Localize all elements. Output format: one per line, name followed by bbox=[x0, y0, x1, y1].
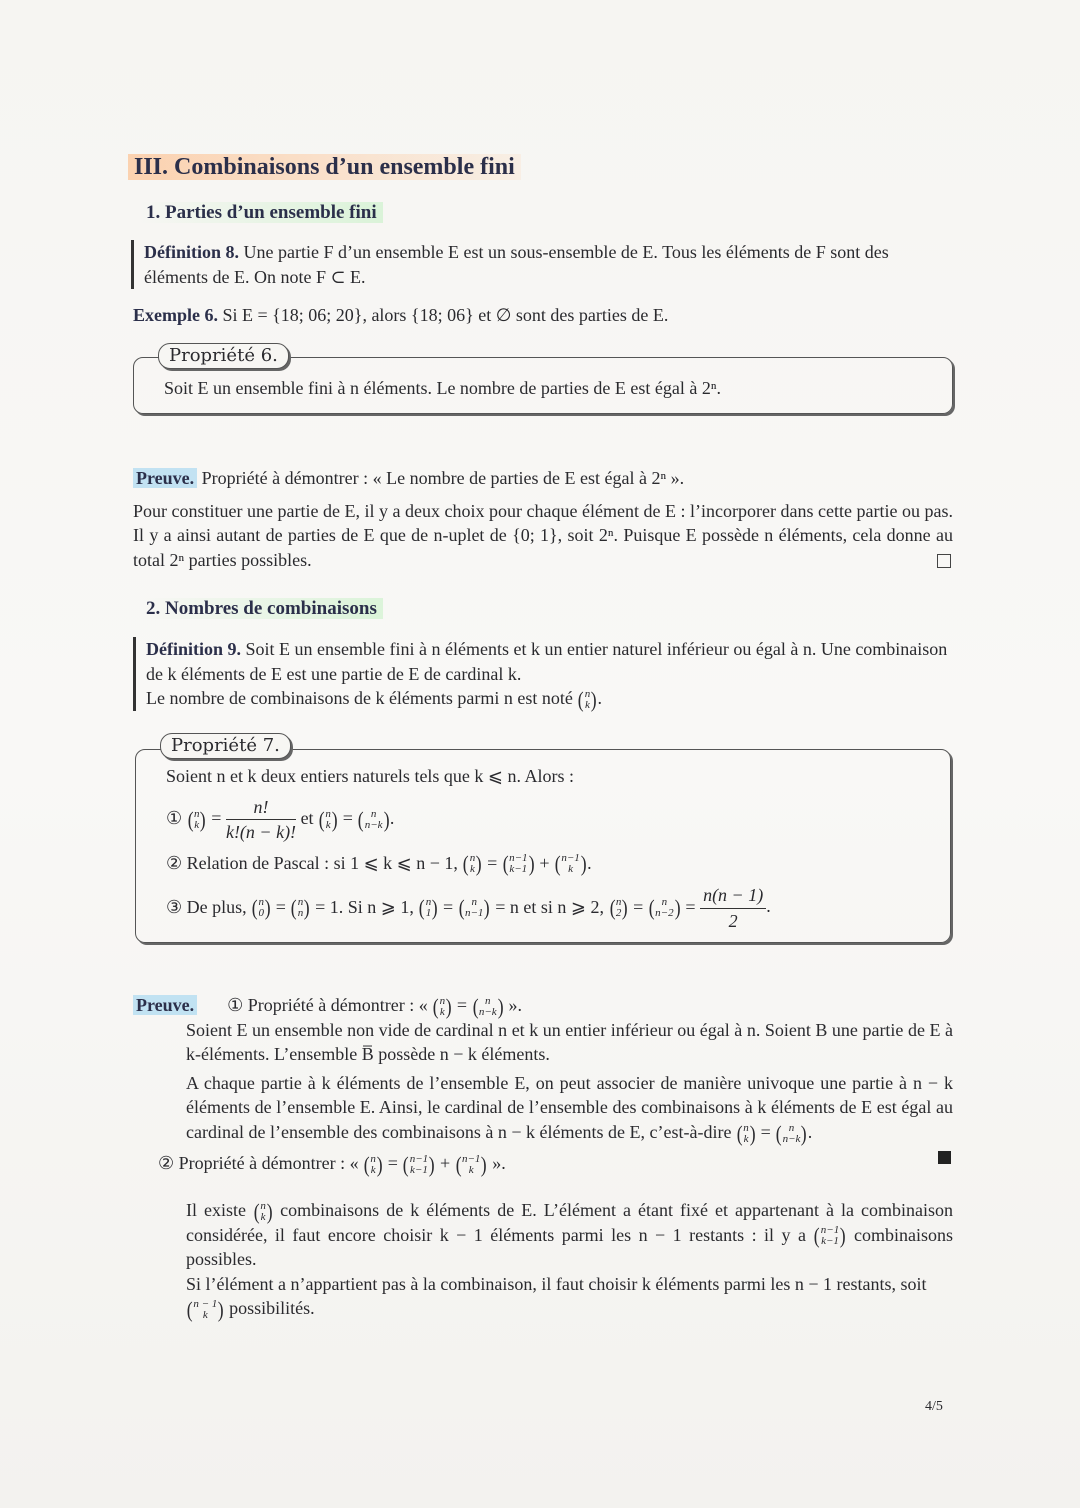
qed-filled-icon bbox=[938, 1146, 951, 1171]
property-7-item-1: ① ( n k ) = $\frac{n!}{k!(n - k)!}$ et ( n k ) = ( n n−k ) . bbox=[166, 796, 395, 842]
binomial-coefficient: ( n 0 ) bbox=[251, 895, 271, 921]
binomial-coefficient: ( n k ) bbox=[463, 851, 482, 877]
binomial-coefficient: ( n k ) bbox=[578, 686, 597, 712]
binomial-coefficient: ( n n ) bbox=[291, 895, 310, 921]
binomial-coefficient: ( n n−k ) bbox=[358, 806, 390, 832]
binomial-coefficient: ( n−1 k−1 ) bbox=[403, 1151, 435, 1177]
binomial-coefficient: ( n − 1 k ) bbox=[186, 1297, 224, 1323]
example-6: Exemple 6. Si E = {18; 06; 20}, alors {18; 06} et ∅ sont des parties de E. bbox=[133, 305, 669, 325]
property-6-tag: Propriété 6. bbox=[158, 343, 289, 369]
property-7-item-3: ③ De plus, ( n 0 ) = ( n n ) = 1. Si n ⩾ 1, ( n 1 ) = ( n n−1 ) = n et si n ⩾ 2, ( n 2 ) = ( n n−2 ) = $\frac{n(n - 1)}{2}$ . bbox=[166, 885, 771, 931]
qed-empty-icon bbox=[937, 550, 951, 575]
page-number: 4/5 bbox=[925, 1399, 943, 1414]
binomial-coefficient: ( n n−k ) bbox=[472, 993, 504, 1019]
property-7-item-2: ② Relation de Pascal : si 1 ⩽ k ⩽ n − 1, ( n k ) = ( n−1 k−1 ) + ( n−1 k ) . bbox=[166, 851, 592, 877]
binomial-coefficient: ( n−1 k−1 ) bbox=[502, 851, 535, 877]
binomial-coefficient: ( n k ) bbox=[187, 806, 207, 832]
binomial-coefficient: ( n k ) bbox=[318, 806, 338, 832]
binomial-coefficient: ( n k ) bbox=[363, 1151, 383, 1177]
binomial-coefficient: ( n n−k ) bbox=[775, 1120, 808, 1146]
subsection-1-title: 1. Parties d’un ensemble fini bbox=[140, 202, 383, 224]
binomial-coefficient: ( n−1 k ) bbox=[455, 1151, 488, 1177]
binomial-coefficient: ( n 2 ) bbox=[609, 895, 628, 921]
definition-9: Définition 9. Soit E un ensemble fini à n éléments et k un entier naturel inférieur ou égal à n. Une combinaison de k éléments de E est une partie de E de cardinal k. Le nombre de combinaisons de k éléments parmi n est noté ( n k ) . bbox=[133, 637, 954, 711]
proof-7: Preuve. ① Propriété à démontrer : « ( n k ) = ( n n−k ) ». Soient E un ensemble non vide de cardinal n et k un entier inférieur ou égal à n. Soient B une partie de E à k-éléments. L’ensemble B̅ possède n − k éléments. A chaque partie à k éléments de l’ensemble E, on peut associer de manière univoque une partie à n − k éléments de l’ensemble E. Ainsi, le cardinal de l’ensemble des combinaisons à k éléments de E est égal au cardinal de l’ensemble des combinaisons à n − k éléments de E, c’est-à-dire ( n k ) = ( n n−k ) . ② Propriété à démontrer : « ( n k ) = ( n−1 k−1 ) + ( n−1 k ) ». Il existe ( n k ) combinaisons de k éléments de E. L’élément a étant fixé et appartenant à la combinaison considérée, il faut encore choisir k − 1 éléments parmi les n − 1 restants : il y a ( n−1 k−1 ) combinaisons possibles. Si l’élément a n’appartient pas à la combinaison, il faut choisir k éléments parmi les n − 1 restants, soit ( n − 1 k ) possibilités. bbox=[133, 993, 953, 1321]
definition-8: Définition 8. Une partie F d’un ensemble E est un sous-ensemble de E. Tous les éléments de F sont des éléments de E. On note F ⊂ E. bbox=[131, 240, 956, 289]
property-7-box bbox=[135, 749, 951, 943]
binomial-coefficient: ( n k ) bbox=[736, 1120, 756, 1146]
subsection-2-title: 2. Nombres de combinaisons bbox=[140, 598, 383, 620]
binomial-coefficient: ( n k ) bbox=[253, 1198, 273, 1224]
binomial-coefficient: ( n n−2 ) bbox=[648, 895, 681, 921]
binomial-coefficient: ( n n−1 ) bbox=[458, 895, 491, 921]
proof-6: Preuve. Propriété à démontrer : « Le nombre de parties de E est égal à 2ⁿ ». Pour constituer une partie de E, il y a deux choix pour chaque élément de E : l’incorporer dans cette partie ou pas. Il y a ainsi autant de parties de E que de n-uplet de {0; 1}, soit 2ⁿ. Puisque E possède n éléments, cela donne au total 2ⁿ parties possibles. bbox=[133, 466, 953, 572]
property-7-tag: Propriété 7. bbox=[160, 733, 291, 759]
section-title: III. Combinaisons d’un ensemble fini bbox=[128, 154, 521, 181]
property-7-intro: Soient n et k deux entiers naturels tels que k ⩽ n. Alors : bbox=[166, 766, 575, 786]
property-6-text: Soit E un ensemble fini à n éléments. Le nombre de parties de E est égal à 2ⁿ. bbox=[164, 378, 721, 398]
binomial-coefficient: ( n−1 k−1 ) bbox=[814, 1223, 846, 1249]
binomial-coefficient: ( n−1 k ) bbox=[554, 851, 587, 877]
binomial-coefficient: ( n k ) bbox=[432, 993, 452, 1019]
binomial-coefficient: ( n 1 ) bbox=[419, 895, 438, 921]
